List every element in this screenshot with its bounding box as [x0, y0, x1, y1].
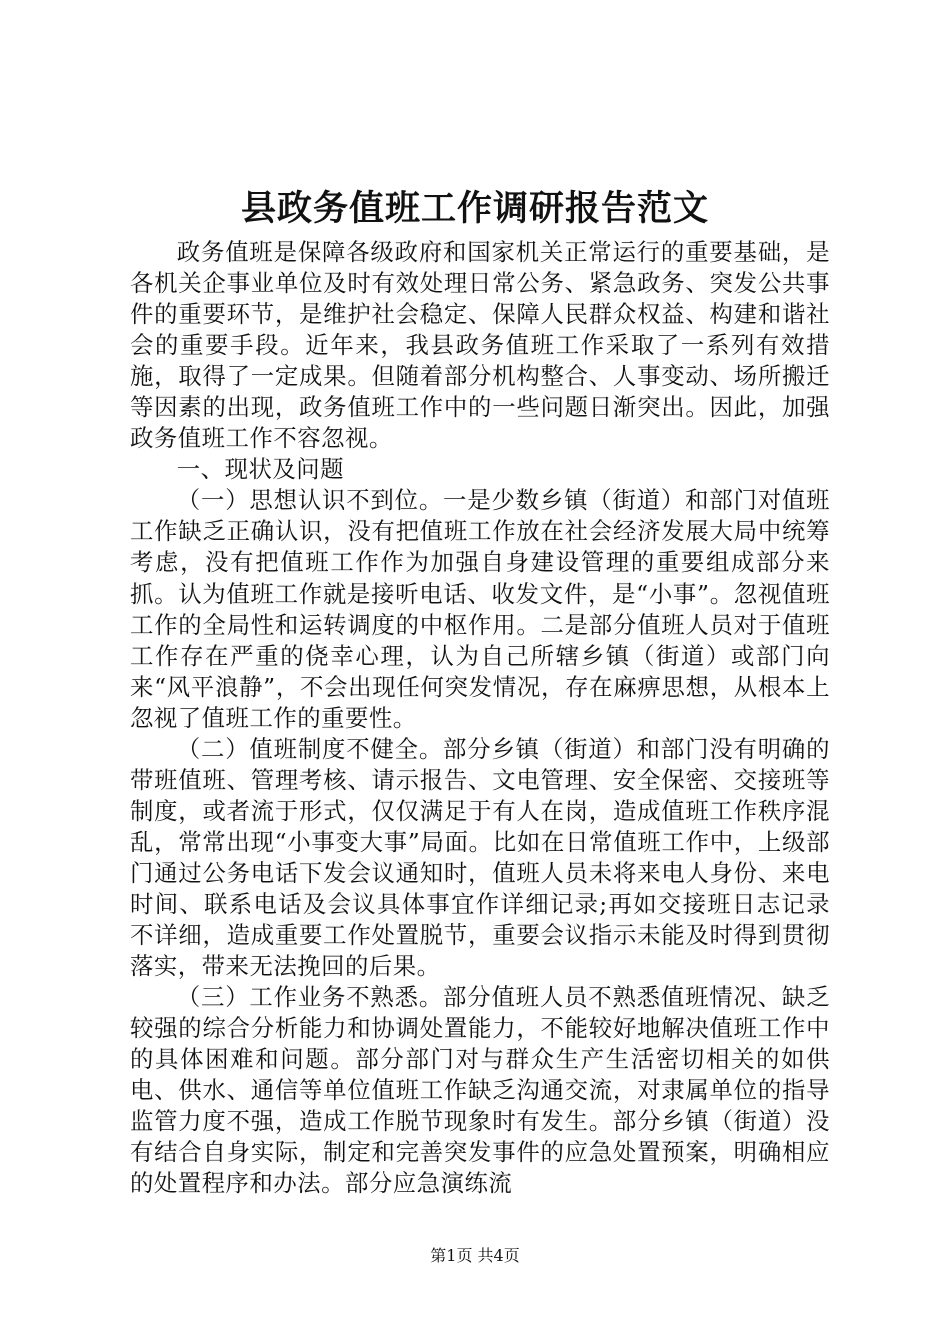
paragraph-item-2: （二）值班制度不健全。部分乡镇（街道）和部门没有明确的带班值班、管理考核、请示报告、文电管理、安全保密、交接班等制度，或者流于形式，仅仅满足于有人在岗，造成值班工作秩序混乱，常常出现“小事变大事”局面。比如在日常值班工作中，上级部门通过公务电话下发会议通知时，值班人员未将来电人身份、来电时间、联系电话及会议具体事宜作详细记录;再如交接班日志记录不详细，造成重要工作处置脱节，重要会议指示未能及时得到贯彻落实，带来无法挽回的后果。	[130, 734, 830, 981]
paragraph-item-3: （三）工作业务不熟悉。部分值班人员不熟悉值班情况、缺乏较强的综合分析能力和协调处置能力，不能较好地解决值班工作中的具体困难和问题。部分部门对与群众生产生活密切相关的如供电、供水、通信等单位值班工作缺乏沟通交流，对隶属单位的指导监管力度不强，造成工作脱节现象时有发生。部分乡镇（街道）没有结合自身实际，制定和完善突发事件的应急处置预案，明确相应的处置程序和办法。部分应急演练流	[130, 983, 830, 1198]
section-heading: 一、现状及问题	[176, 455, 345, 484]
document-body	[130, 237, 830, 1199]
paragraph-intro: 政务值班是保障各级政府和国家机关正常运行的重要基础，是各机关企事业单位及时有效处理日常公务、紧急政务、突发公共事件的重要环节，是维护社会稳定、保障人民群众权益、构建和谐社会的重要手段。近年来，我县政务值班工作采取了一系列有效措施，取得了一定成果。但随着部分机构整合、人事变动、场所搬迁等因素的出现，政务值班工作中的一些问题日渐突出。因此，加强政务值班工作不容忽视。	[130, 238, 830, 453]
page-footer: 第1页 共4页	[430, 1246, 520, 1265]
document-title: 县政务值班工作调研报告范文	[240, 188, 709, 229]
paragraph-item-1: （一）思想认识不到位。一是少数乡镇（街道）和部门对值班工作缺乏正确认识，没有把值班工作放在社会经济发展大局中统筹考虑，没有把值班工作作为加强自身建设管理的重要组成部分来抓。认为值班工作就是接听电话、收发文件，是“小事”。忽视值班工作的全局性和运转调度的中枢作用。二是部分值班人员对于值班工作存在严重的侥幸心理，认为自己所辖乡镇（街道）或部门向来“风平浪静”，不会出现任何突发情况，存在麻痹思想，从根本上忽视了值班工作的重要性。	[130, 486, 830, 732]
